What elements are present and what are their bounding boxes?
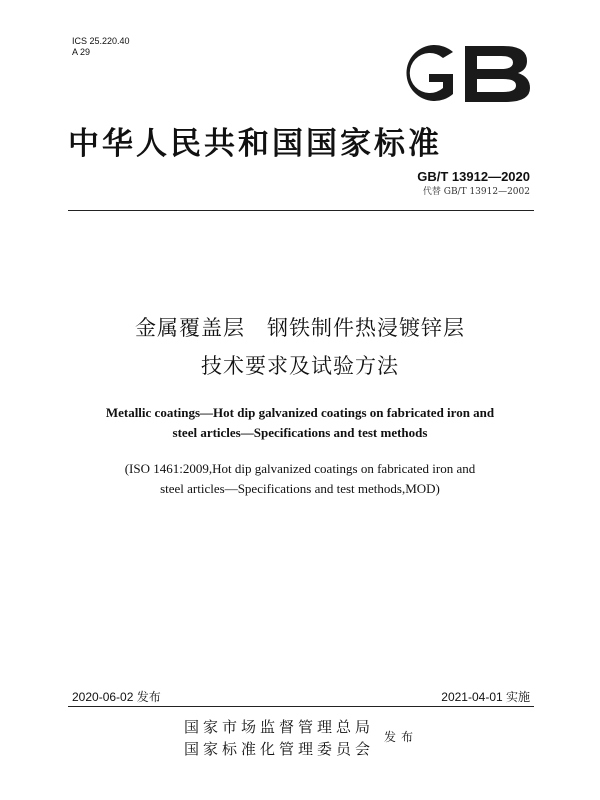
bottom-divider xyxy=(68,706,534,707)
standard-number: GB/T 13912—2020 xyxy=(417,169,530,184)
iso-reference-line-2: steel articles—Specifications and test methods,MOD) xyxy=(160,481,440,496)
chinese-title-line-2: 技术要求及试验方法 xyxy=(201,354,399,378)
english-title-line-1: Metallic coatings—Hot dip galvanized coatings on fabricated iron and xyxy=(105,405,495,420)
ics-classification xyxy=(72,36,130,58)
issue-date: 2020-06-02 发布 xyxy=(72,690,161,704)
issuer-sac: 国家标准化管理委员会 xyxy=(184,740,375,758)
national-standard-heading: 中华人民共和国国家标准 xyxy=(68,126,442,162)
gb-national-standard-logo-icon xyxy=(385,38,535,108)
ics-code: ICS 25.220.40 xyxy=(72,36,130,46)
issuer-samr: 国家市场监督管理总局 xyxy=(184,718,375,736)
ccs-code: A 29 xyxy=(72,47,91,57)
gb-logo xyxy=(385,38,535,108)
standard-number-block xyxy=(417,169,530,197)
chinese-title-line-1: 金属覆盖层 钢铁制件热浸镀锌层 xyxy=(135,316,465,340)
top-divider xyxy=(68,210,534,211)
gb-logo-text: GB xyxy=(385,38,387,39)
effective-date: 2021-04-01 实施 xyxy=(441,690,530,704)
iso-reference-line-1: (ISO 1461:2009,Hot dip galvanized coatings on fabricated iron and xyxy=(124,461,476,476)
replaces-standard: 代替 GB/T 13912—2002 xyxy=(422,187,530,197)
english-title-line-2: steel articles—Specifications and test methods xyxy=(172,425,428,440)
publish-label: 发布 xyxy=(384,730,419,744)
